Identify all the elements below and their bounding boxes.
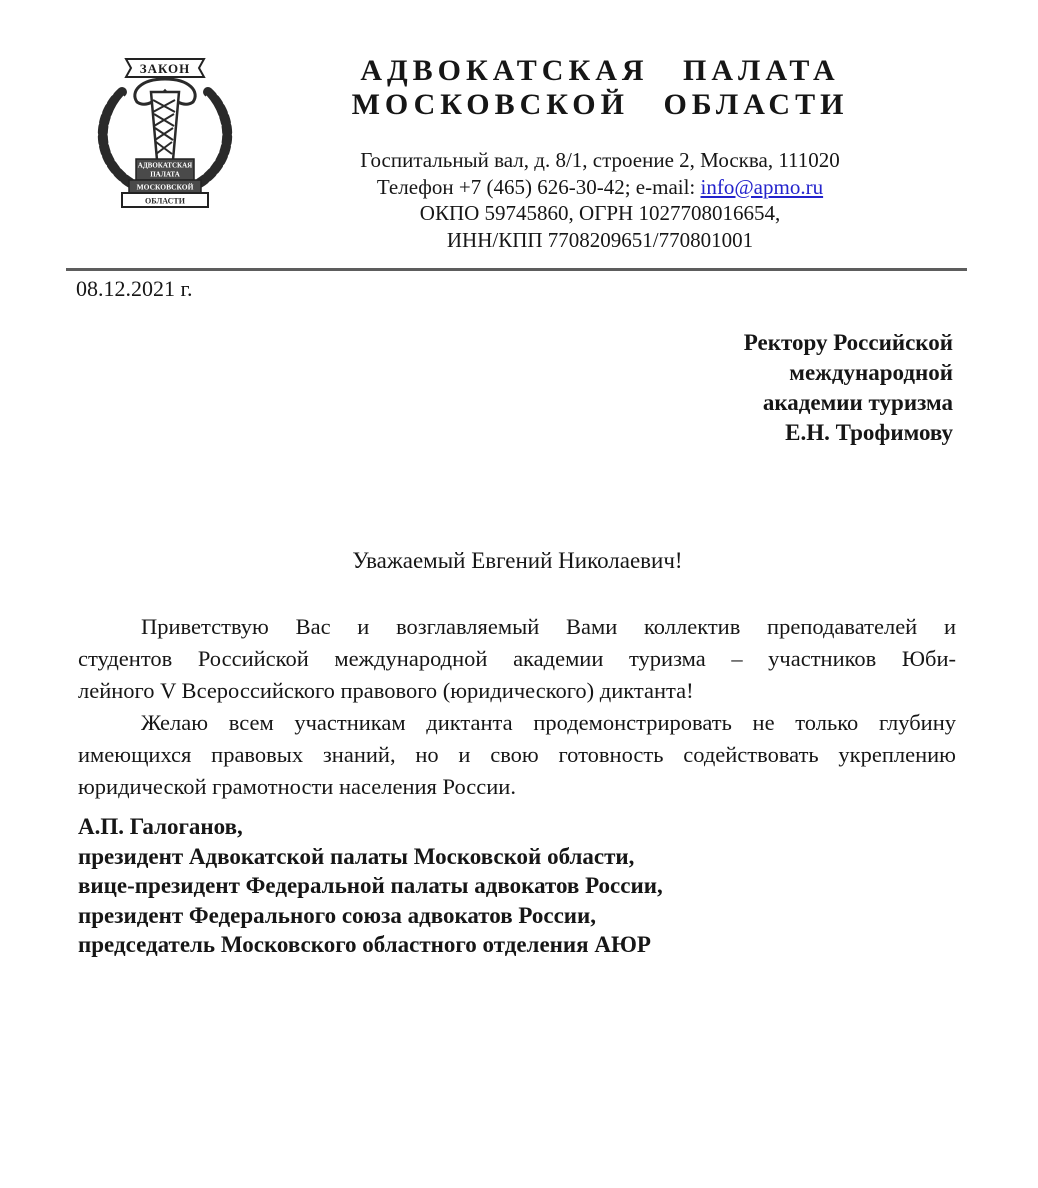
recipient-block bbox=[744, 328, 953, 448]
org-title-line2: МОСКОВСКОЙ ОБЛАСТИ bbox=[351, 88, 849, 121]
text-line: Е.Н. Трофимову bbox=[785, 420, 953, 445]
phone-text: Телефон +7 (465) 626-30-42; e-mail: bbox=[376, 174, 701, 199]
text-line: юридической грамотности населения России. bbox=[78, 774, 516, 799]
inn-kpp-line: ИНН/КПП 7708209651/770801001 bbox=[446, 227, 754, 252]
letter-body bbox=[78, 611, 956, 803]
salutation: Уважаемый Евгений Николаевич! bbox=[352, 548, 683, 573]
pedestal-text-2: ПАЛАТА bbox=[150, 170, 180, 179]
pedestal-text-1: АДВОКАТСКАЯ bbox=[137, 161, 193, 170]
text-line: Ректору Российской bbox=[743, 330, 953, 355]
pedestal-steps bbox=[122, 159, 208, 207]
banner-text: ЗАКОН bbox=[139, 61, 191, 76]
text-line: А.П. Галоганов, bbox=[78, 814, 243, 839]
org-title-line1: АДВОКАТСКАЯ ПАЛАТА bbox=[360, 54, 840, 87]
text-line: Желаю всем участникам диктанта продемонстрировать не только глубину bbox=[141, 710, 956, 735]
text-line: президент Адвокатской палаты Московской области, bbox=[78, 843, 635, 869]
organization-logo bbox=[90, 56, 240, 210]
separator-rule bbox=[66, 268, 967, 271]
law-banner bbox=[126, 59, 204, 77]
text-line: президент Федерального союза адвокатов России, bbox=[78, 902, 597, 928]
address-line: Госпитальный вал, д. 8/1, строение 2, Москва, 111020 bbox=[360, 148, 840, 172]
text-line: международной bbox=[789, 360, 953, 385]
org-contacts bbox=[322, 147, 878, 253]
text-line: студентов Российской международной академии туризма – участников Юби- bbox=[78, 646, 956, 671]
signature-block bbox=[78, 812, 663, 960]
pedestal-text-4: ОБЛАСТИ bbox=[145, 196, 185, 206]
letterhead bbox=[322, 54, 878, 253]
pedestal-text-3: МОСКОВСКОЙ bbox=[136, 182, 194, 192]
email-link[interactable]: info@apmo.ru bbox=[700, 174, 824, 199]
text-line: лейного V Всероссийского правового (юридического) диктанта! bbox=[78, 678, 694, 703]
letter-date: 08.12.2021 г. bbox=[76, 276, 193, 301]
text-line: вице-президент Федеральной палаты адвокатов России, bbox=[78, 873, 663, 899]
column-icon bbox=[135, 79, 195, 160]
text-line: имеющихся правовых знаний, но и свою готовность содействовать укреплению bbox=[78, 742, 956, 767]
text-line: председатель Московского областного отделения АЮР bbox=[78, 932, 651, 958]
text-line: академии туризма bbox=[762, 390, 953, 415]
phone-line bbox=[322, 174, 878, 201]
okpo-ogrn-line: ОКПО 59745860, ОГРН 1027708016654, bbox=[419, 201, 781, 225]
text-line: Приветствую Вас и возглавляемый Вами коллектив преподавателей и bbox=[141, 614, 956, 639]
